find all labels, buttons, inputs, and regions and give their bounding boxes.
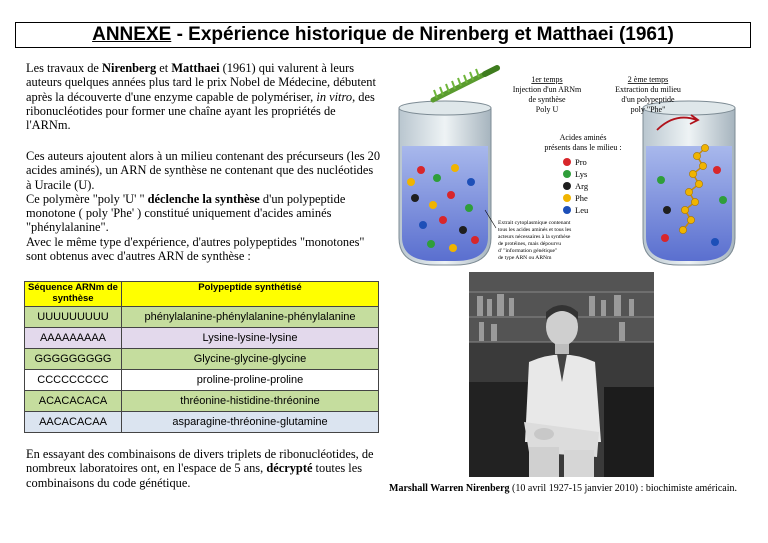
legend-title-1: Acides aminés xyxy=(559,133,607,142)
legend-swatch-pro xyxy=(563,158,571,166)
left-test-tube xyxy=(399,101,491,265)
title-annexe: ANNEXE xyxy=(92,24,172,45)
seq-cell: AACACACAA xyxy=(25,412,122,433)
note-line4: de protéines, mais dépourvu xyxy=(498,241,562,247)
seq-cell: ACACACACA xyxy=(25,391,122,412)
legend-swatch-arg xyxy=(563,182,571,190)
note-line1: Extrait cytoplasmique contenant xyxy=(498,220,571,226)
pep-cell: proline-proline-proline xyxy=(122,370,379,391)
experiment-illustration xyxy=(385,60,755,270)
p1-text-2: et xyxy=(156,61,172,75)
p3-text-1: En essayant des combinaisons de divers triplets de ribonucléotides, de nombreux laboratoires ont, en l'espace de 5 ans, xyxy=(26,447,374,476)
seq-cell: UUUUUUUUU xyxy=(25,307,122,328)
pep-cell: phénylalanine-phénylalanine-phénylalanine xyxy=(122,307,379,328)
note-line3: acteurs nécessaires à la synthèse xyxy=(498,234,571,240)
experiment-paragraph xyxy=(26,149,381,263)
legend-title-2: présents dans le milieu : xyxy=(544,143,622,152)
mrna-strand xyxy=(433,68,497,100)
table-row xyxy=(25,391,379,412)
p1-text-3: (1961) qui valurent à leurs auteurs quelques années plus tard le prix Nobel de Médecine, débutent après la découverte d'une enzyme capable de polymériser, xyxy=(26,61,376,104)
legend-label: Leu xyxy=(575,205,589,215)
p2-text-4: Avec le même type d'expérience, d'autres polypeptides "monotones" sont obtenus avec d'autres ARN de synthèse : xyxy=(26,234,365,264)
pep-cell: Lysine-lysine-lysine xyxy=(122,328,379,349)
legend-swatch-lys xyxy=(563,170,571,178)
p1-nirenberg: Nirenberg xyxy=(102,61,157,75)
intro-paragraph xyxy=(26,61,381,132)
table-row xyxy=(25,328,379,349)
step2-line2: d'un polypeptide xyxy=(621,95,675,104)
legend-label: Arg xyxy=(575,181,589,191)
step2-title: 2 ème temps xyxy=(627,75,669,84)
table-row xyxy=(25,370,379,391)
note-line5: d' "information génétique" xyxy=(498,248,558,254)
caption-name: Marshall Warren Nirenberg xyxy=(389,483,510,494)
p1-in-vitro: in vitro xyxy=(316,89,353,104)
sequence-table xyxy=(24,281,379,433)
p1-matthaei: Matthaei xyxy=(171,61,220,75)
p1-text-4: , des ribonucléotides pour former une chaîne ayant les propriétés de l'ARNm. xyxy=(26,89,375,133)
step2-line1: Extraction du milieu xyxy=(615,85,681,94)
legend-label: Pro xyxy=(575,157,587,167)
portrait-photo xyxy=(469,272,654,477)
seq-cell: AAAAAAAAA xyxy=(25,328,122,349)
table-row xyxy=(25,307,379,328)
pep-cell: asparagine-thréonine-glutamine xyxy=(122,412,379,433)
note-line6: de type ARN ou ARNm xyxy=(498,255,552,261)
photo-caption xyxy=(389,483,737,494)
header-sequence: Séquence ARNm de synthèse xyxy=(25,282,122,307)
p3-text-2: toutes les combinaisons du code génétique. xyxy=(26,461,363,490)
step1-line3: Poly U xyxy=(535,105,559,114)
legend-swatch-phe xyxy=(563,194,571,202)
step2-line3: poly "Phe" xyxy=(630,105,666,114)
caption-text: (10 avril 1927-15 janvier 2010) : biochimiste américain. xyxy=(509,483,737,494)
pep-cell: thréonine-histidine-thréonine xyxy=(122,391,379,412)
right-test-tube xyxy=(643,101,735,265)
seq-cell: GGGGGGGGG xyxy=(25,349,122,370)
p2-text-2: Ce polymère "poly 'U' " xyxy=(26,191,148,206)
table-row xyxy=(25,412,379,433)
page-title xyxy=(15,22,751,48)
table-header-row xyxy=(25,282,379,307)
step1-title: 1er temps xyxy=(531,75,563,84)
note-line2: tous les acides aminés et tous les xyxy=(498,227,572,233)
p2-bold: déclenche la synthèse xyxy=(147,191,260,206)
title-text: - Expérience historique de Nirenberg et Matthaei (1961) xyxy=(171,24,674,45)
p3-bold: décrypté xyxy=(266,461,313,476)
legend-swatch-leu xyxy=(563,206,571,214)
p2-text-3: d'un polypeptide monotone ( poly 'Phe' ) constitué uniquement d'acides aminés "phénylalanine". xyxy=(26,191,346,235)
header-polypeptide: Polypeptide synthétisé xyxy=(122,282,379,307)
step1-line1: Injection d'un ARNm xyxy=(512,85,582,94)
legend-label: Lys xyxy=(575,169,588,179)
table-row xyxy=(25,349,379,370)
seq-cell: CCCCCCCCC xyxy=(25,370,122,391)
amino-acid-legend xyxy=(563,157,589,215)
legend-label: Phe xyxy=(575,193,588,203)
p2-text-1: Ces auteurs ajoutent alors à un milieu contenant des précurseurs (les 20 acides aminés), un ARN de synthèse ne contenant que des nucléotides à Uracile (U). xyxy=(26,149,381,192)
conclusion-paragraph xyxy=(26,447,382,490)
pep-cell: Glycine-glycine-glycine xyxy=(122,349,379,370)
p1-text-1: Les travaux de xyxy=(26,61,103,75)
step1-line2: de synthèse xyxy=(528,95,566,104)
